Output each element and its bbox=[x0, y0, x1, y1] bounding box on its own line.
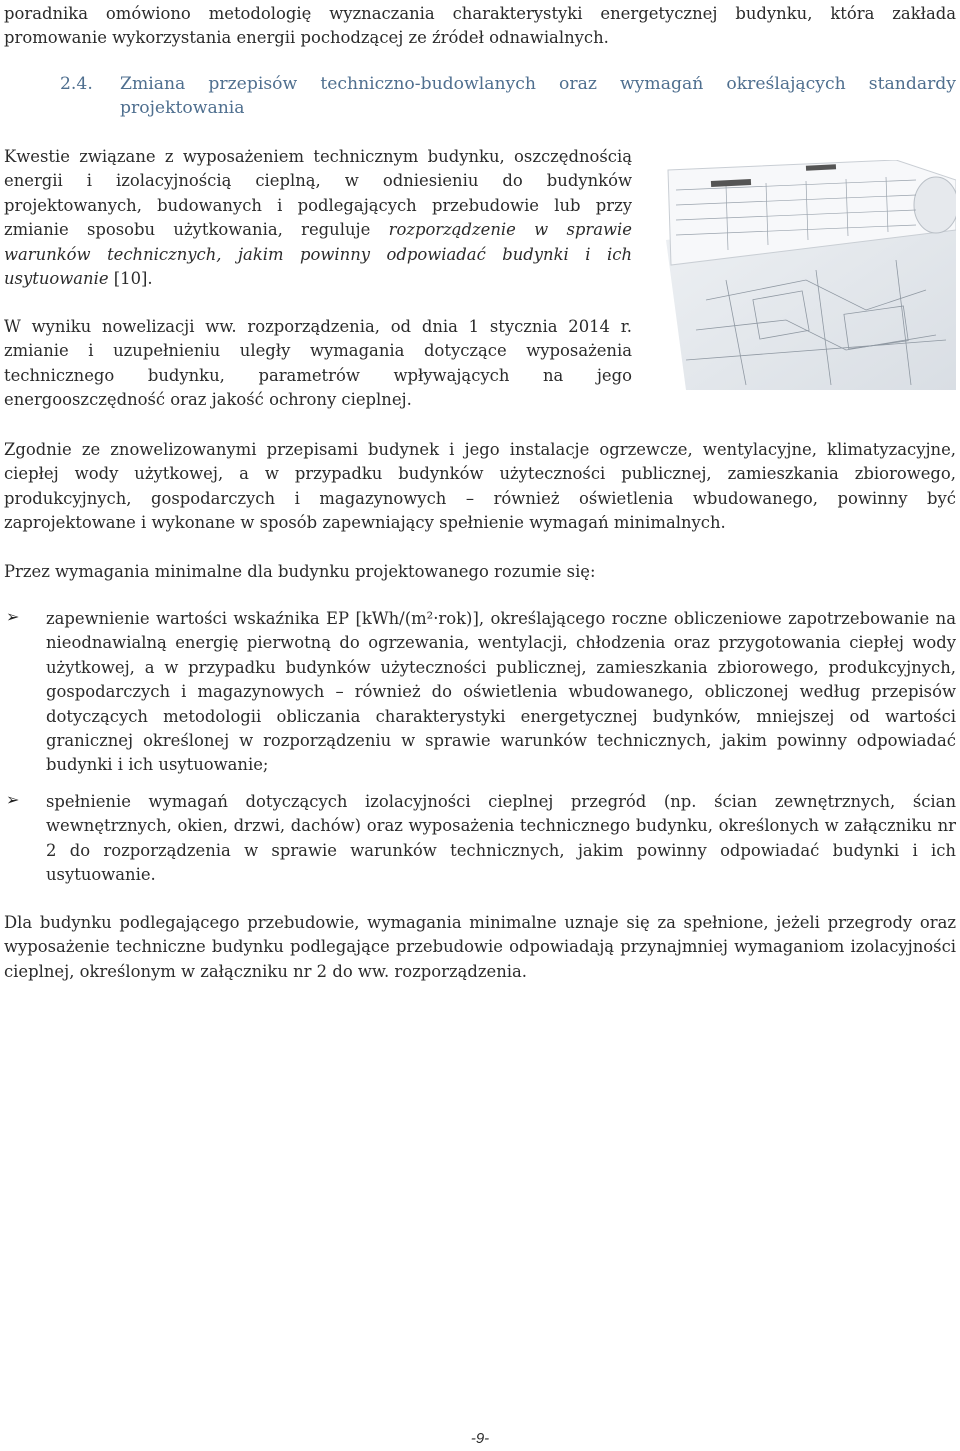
paragraph-regulation bbox=[4, 145, 632, 291]
intro-paragraph: poradnika omówiono metodologię wyznaczania charakterystyki energetycznej budynku, która zakłada promowanie wykorzystania energii pochodzącej ze źródeł odnawialnych. bbox=[4, 4, 956, 48]
paragraph-requirements: Zgodnie ze znowelizowanymi przepisami budynek i jego instalacje ogrzewcze, wentylacyjne, klimatyzacyjne, ciepłej wody użytkowej, a w przypadku budynków użyteczności publicznej, zamieszkania zbiorowego, produkcyjnych, gospodarczych i magazynowych – również oświetlenia wbudowanego, powinny być zaprojektowane i wykonane w sposób zapewniający spełnienie wymagań minimalnych. bbox=[4, 440, 956, 533]
paragraph-amendment: W wyniku nowelizacji ww. rozporządzenia, od dnia 1 stycznia 2014 r. zmianie i uzupełnieniu uległy wymagania dotyczące wyposażenia technicznego budynku, parametrów wpływających na jego energooszczędność oraz jakość ochrony cieplnej. bbox=[4, 317, 632, 410]
arrow-bullet-icon: ➢ bbox=[6, 607, 20, 626]
section-number: 2.4. bbox=[60, 74, 93, 94]
requirements-list bbox=[4, 607, 956, 899]
list-item-text: spełnienie wymagań dotyczących izolacyjności cieplnej przegród (np. ścian zewnętrznych, ścian wewnętrznych, okien, drzwi, dachów) oraz wyposażenia technicznego budynku, określonych w załączniku nr 2 do rozporządzenia w sprawie warunków technicznych, jakim powinny odpowiadać budynki i ich usytuowanie. bbox=[46, 791, 956, 885]
list-item-text: zapewnienie wartości wskaźnika EP [kWh/(m²·rok)], określającego roczne obliczeniowe zapotrzebowanie na nieodnawialną energię pierwotną do ogrzewania, wentylacji, chłodzenia oraz przygotowania ciepłej wody użytkowej, a w przypadku budynków użyteczności publicznej, zamieszkania zbiorowego, produkcyjnych, gospodarczych i magazynowych – również do oświetlenia wbudowanego, obliczonej według przepisów dotyczących metodologii obliczania charakterystyki energetycznej budynków, mniejszej od wartości granicznej określonej w rozporządzeniu w sprawie warunków technicznych, jakim powinny odpowiadać budynki i ich usytuowanie; bbox=[46, 609, 956, 775]
paragraph-renovation: Dla budynku podlegającego przebudowie, wymagania minimalne uznaje się za spełnione, jeżeli przegrody oraz wyposażenie techniczne budynku podlegające przebudowie odpowiadają przynajmniej wymaganiom izolacyjności cieplnej, określonym w załączniku nr 2 do ww. rozporządzenia. bbox=[4, 913, 956, 981]
reference: [10]. bbox=[108, 269, 153, 289]
regulation-title: rozporządzenie w sprawie warunków technicznych, jakim powinny odpowiadać budynki i ich usytuowanie bbox=[4, 220, 633, 289]
paragraph-regulation-text: Kwestie związane z wyposażeniem technicznym budynku, oszczędnością energii i izolacyjnością cieplną, w odniesieniu do budynków projektowanych, budowanych i podlegających przebudowie lub przy zmianie sposobu użytkowania, reguluje bbox=[4, 147, 632, 240]
page-number: -9- bbox=[470, 1430, 490, 1447]
blueprint-image bbox=[666, 160, 956, 390]
arrow-bullet-icon: ➢ bbox=[6, 789, 20, 809]
list-item bbox=[4, 607, 956, 778]
list-item bbox=[4, 790, 956, 888]
section-title: Zmiana przepisów techniczno-budowlanych oraz wymagań określających standardy projektowania bbox=[120, 74, 956, 119]
section-heading bbox=[60, 72, 956, 121]
paragraph-minimum: Przez wymagania minimalne dla budynku projektowanego rozumie się: bbox=[4, 562, 596, 581]
